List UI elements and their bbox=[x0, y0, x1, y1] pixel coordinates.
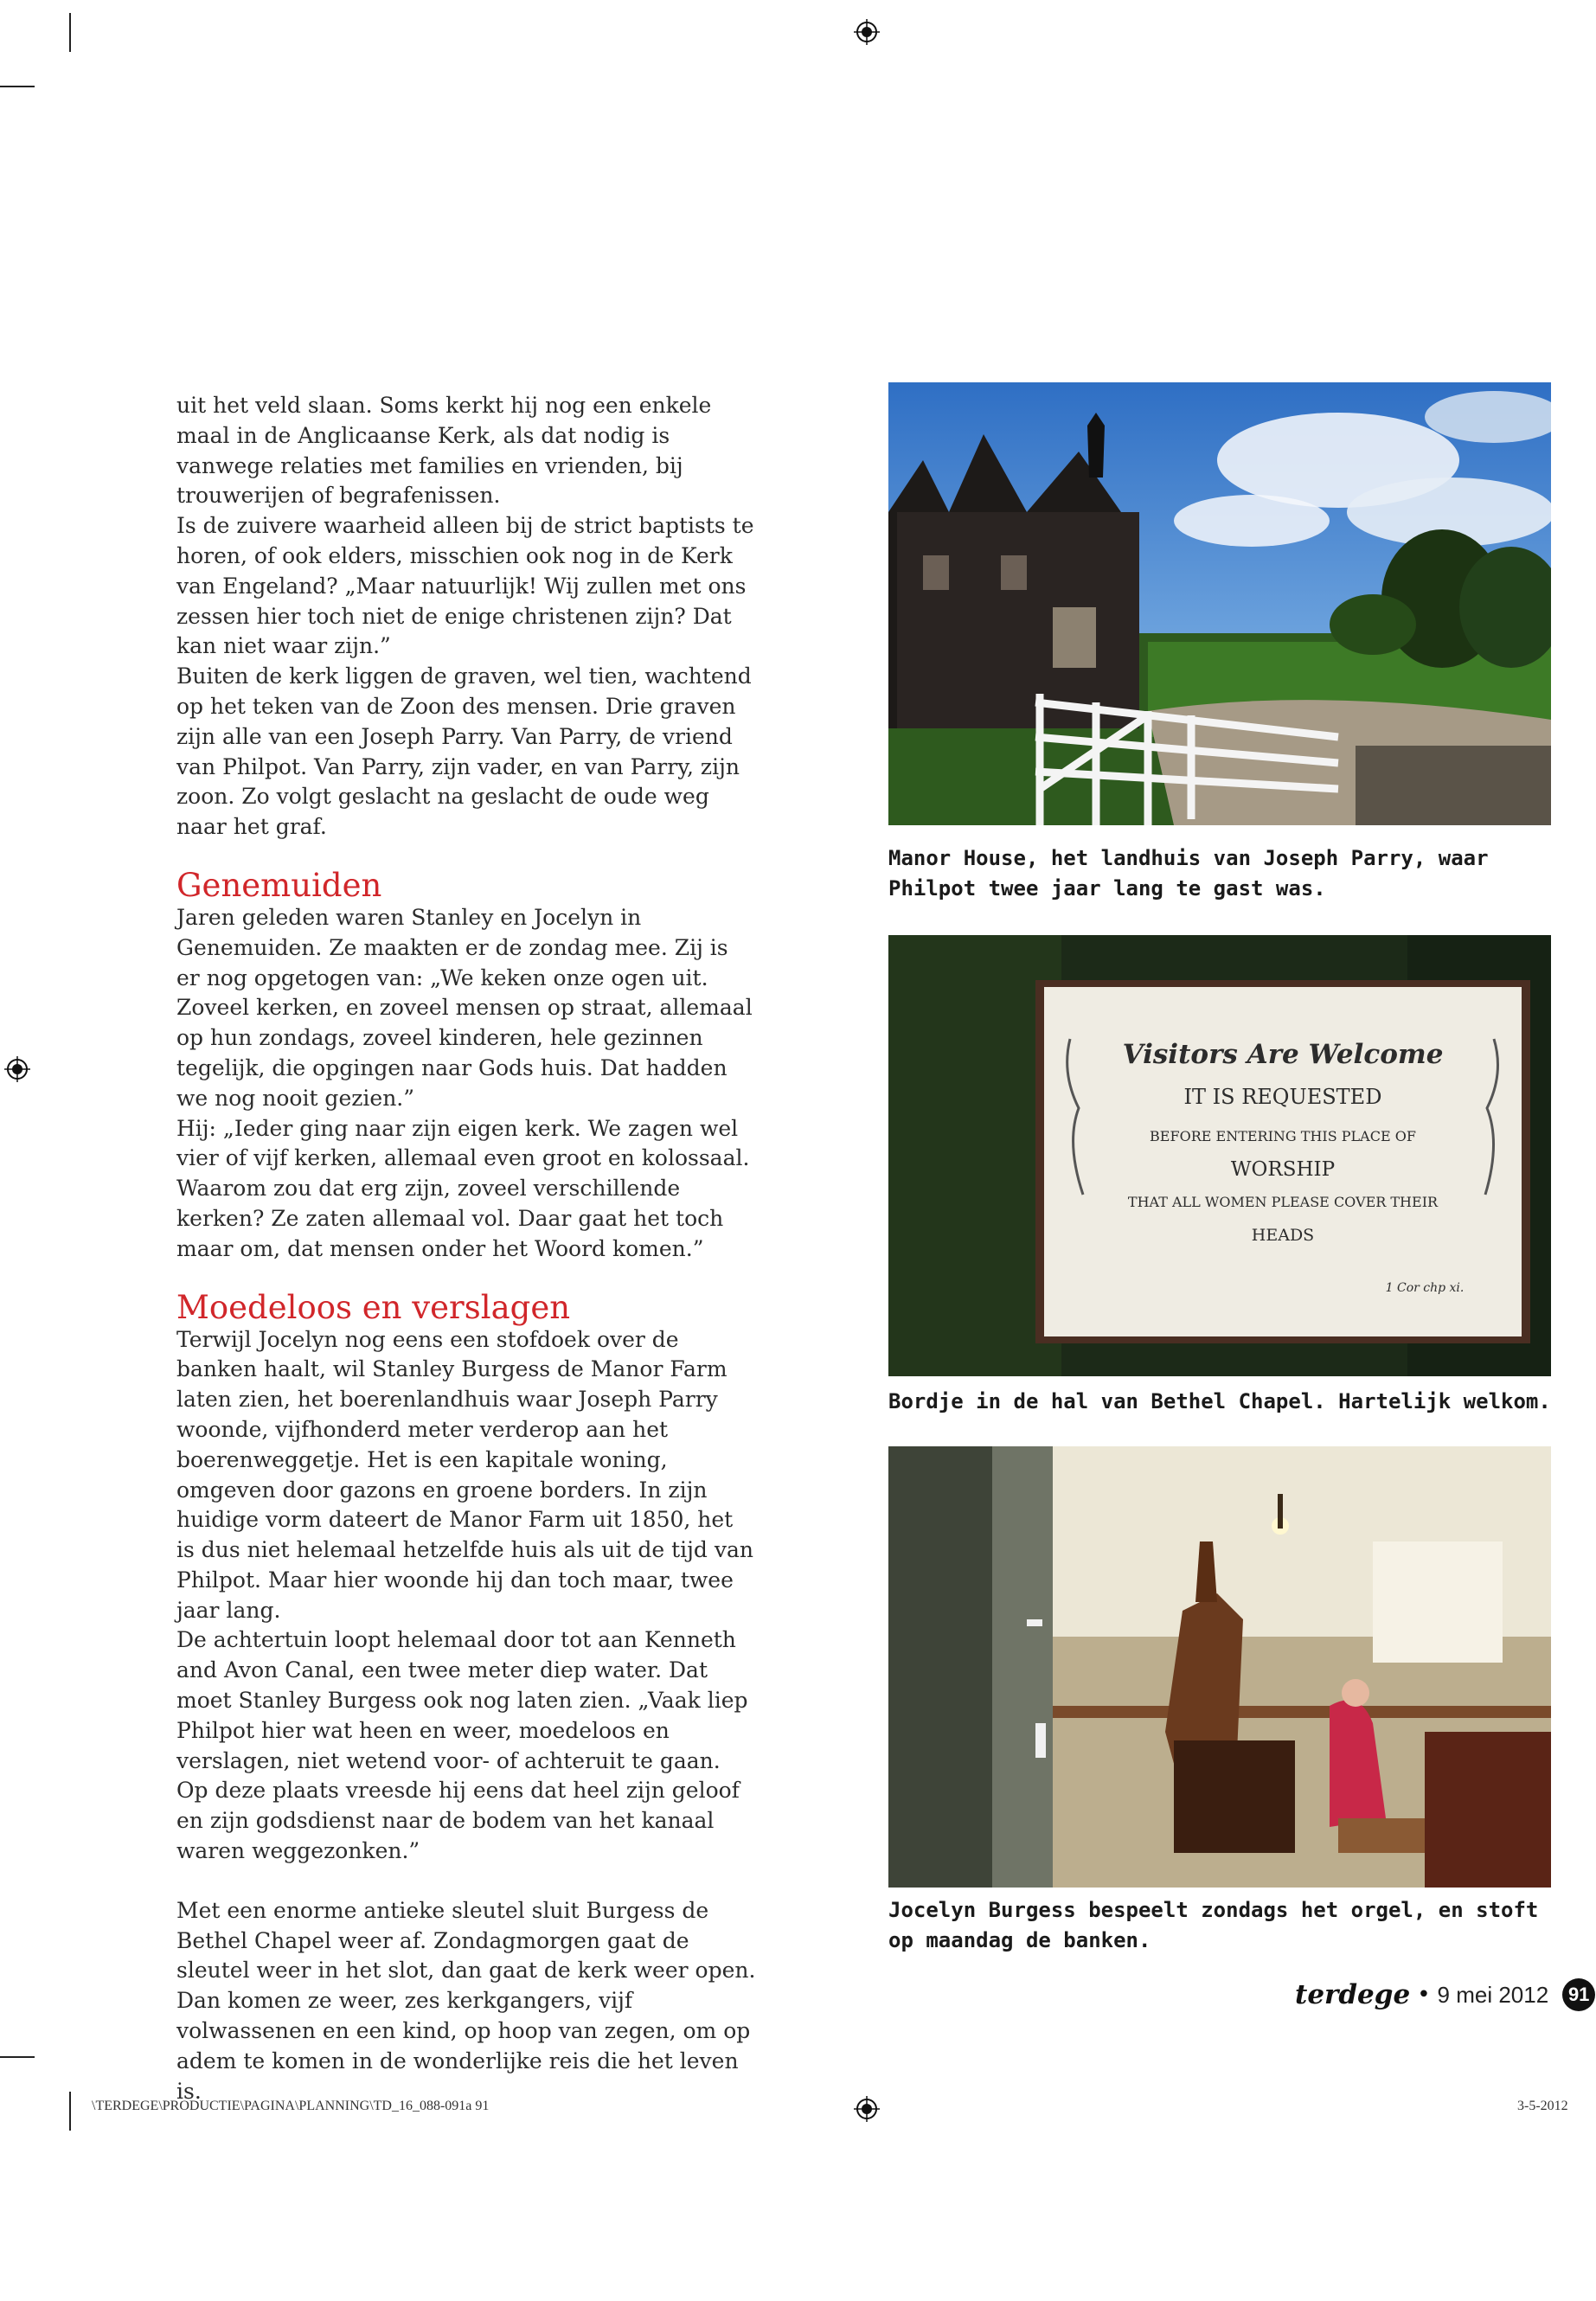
footer-folio bbox=[1295, 1977, 1595, 2012]
article-paragraph: Terwijl Jocelyn nog eens een stofdoek over de banken haalt, wil Stanley Burgess de Manor Farm laten zien, het boerenlandhuis waar Joseph Parry woonde, vijfhonderd meter verderop aan het boerenweggetje. Het is een kapitale woning, omgeven door gazons en groene borders. In zijn huidige vorm dateert de Manor Farm uit 1850, het is dus niet helemaal hetzelfde huis als uit de tijd van Philpot. Maar hier woonde hij dan toch maar, twee jaar lang. bbox=[176, 1326, 753, 1623]
paragraph-gap bbox=[176, 1867, 756, 1896]
chapel-organ-photo bbox=[888, 1446, 1551, 1888]
magazine-logo: terdege bbox=[1295, 1979, 1411, 2010]
issue-date: 9 mei 2012 bbox=[1437, 1981, 1549, 2008]
registration-mark-left bbox=[4, 1056, 30, 1082]
photo3-caption: Jocelyn Burgess bespeelt zondags het orgel, en stoft op maandag de banken. bbox=[888, 1898, 1539, 1952]
photo2-caption: Bordje in de hal van Bethel Chapel. Hartelijk welkom. bbox=[888, 1389, 1551, 1413]
sign-line-7: 1 Cor chp xi. bbox=[1385, 1281, 1465, 1295]
print-slug-path: \TERDEGE\PRODUCTIE\PAGINA\PLANNING\TD_16_088-091a 91 bbox=[92, 2099, 490, 2113]
trim-mark-top-horizontal bbox=[0, 86, 35, 87]
sign-line-5: THAT ALL WOMEN PLEASE COVER THEIR bbox=[1127, 1194, 1439, 1210]
sign-line-4: WORSHIP bbox=[1230, 1158, 1336, 1181]
sign-line-6: HEADS bbox=[1251, 1226, 1315, 1245]
trim-mark-bottom-vertical bbox=[69, 2092, 71, 2131]
article-paragraph: Jaren geleden waren Stanley en Jocelyn in Genemuiden. Ze maakten er de zondag mee. Zij is er nog opgetogen van: „We keken onze ogen uit. Zoveel kerken, en zoveel mensen op straat, allemaal op hun zondags, zoveel kinderen, hele gezinnen tegelijk, die opgingen naar Gods huis. Dat hadden we nog nooit gezien.” bbox=[176, 904, 753, 1111]
sign-line-2: IT IS REQUESTED bbox=[1183, 1085, 1382, 1109]
welcome-sign-photo bbox=[888, 935, 1551, 1376]
article-paragraph: Met een enorme antieke sleutel sluit Burgess de Bethel Chapel weer af. Zondagmorgen gaat de sleutel weer in het slot, dan gaat de kerk weer open. Dan komen ze weer, zes kerkgangers, vijf volwassenen en een kind, op hoop van zegen, om op adem te komen in de wonderlijke reis die het leven is. bbox=[176, 1897, 756, 2104]
trim-mark-bottom-horizontal bbox=[0, 2056, 35, 2058]
section-heading-moedeloos: Moedeloos en verslagen bbox=[176, 1288, 571, 1326]
article-paragraph: Is de zuivere waarheid alleen bij de strict baptists te horen, of ook elders, misschien ook nog in de Kerk van Engeland? „Maar natuurlijk! Wij zullen met ons zessen hier toch niet de enige christenen zijn? Dat kan niet waar zijn.” bbox=[176, 513, 754, 659]
sign-line-1: Visitors Are Welcome bbox=[1122, 1039, 1444, 1070]
registration-mark-top bbox=[854, 19, 880, 45]
trim-mark-top-vertical bbox=[69, 13, 71, 52]
sign-line-3: BEFORE ENTERING THIS PLACE OF bbox=[1150, 1128, 1416, 1144]
section-heading-genemuiden: Genemuiden bbox=[176, 866, 382, 904]
article-column bbox=[176, 391, 756, 2106]
article-paragraph: Buiten de kerk liggen de graven, wel tien, wachtend op het teken van de Zoon des mensen. Drie graven zijn alle van een Joseph Parry. Van Parry, de vriend van Philpot. Van Parry, zijn vader, en van Parry, zijn zoon. Zo volgt geslacht na geslacht de oude weg naar het graf. bbox=[176, 663, 752, 840]
registration-mark-bottom bbox=[854, 2096, 880, 2122]
page-number-badge: 91 bbox=[1562, 1978, 1595, 2011]
print-slug-date: 3-5-2012 bbox=[1517, 2099, 1568, 2113]
article-paragraph: Hij: „Ieder ging naar zijn eigen kerk. We zagen wel vier of vijf kerken, allemaal even groot en kolossaal. Waarom zou dat erg zijn, zoveel verschillende kerken? Ze zaten allemaal vol. Daar gaat het toch maar om, dat mensen onder het Woord komen.” bbox=[176, 1115, 750, 1261]
manor-house-photo bbox=[888, 382, 1551, 825]
footer-separator: • bbox=[1417, 1982, 1431, 2008]
photo1-caption: Manor House, het landhuis van Joseph Parry, waar Philpot twee jaar lang te gast was. bbox=[888, 846, 1489, 901]
article-paragraph: De achtertuin loopt helemaal door tot aan Kenneth and Avon Canal, een twee meter diep water. Dat moet Stanley Burgess ook nog laten zien. „Vaak liep Philpot hier wat heen en weer, moedeloos en verslagen, niet wetend voor- of achteruit te gaan. Op deze plaats vreesde hij eens dat heel zijn geloof en zijn godsdienst naar de bodem van het kanaal waren weggezonken.” bbox=[176, 1627, 748, 1864]
article-paragraph: uit het veld slaan. Soms kerkt hij nog een enkele maal in de Anglicaanse Kerk, als dat nodig is vanwege relaties met families en vrienden, bij trouwerijen of begrafenissen. bbox=[176, 393, 712, 509]
